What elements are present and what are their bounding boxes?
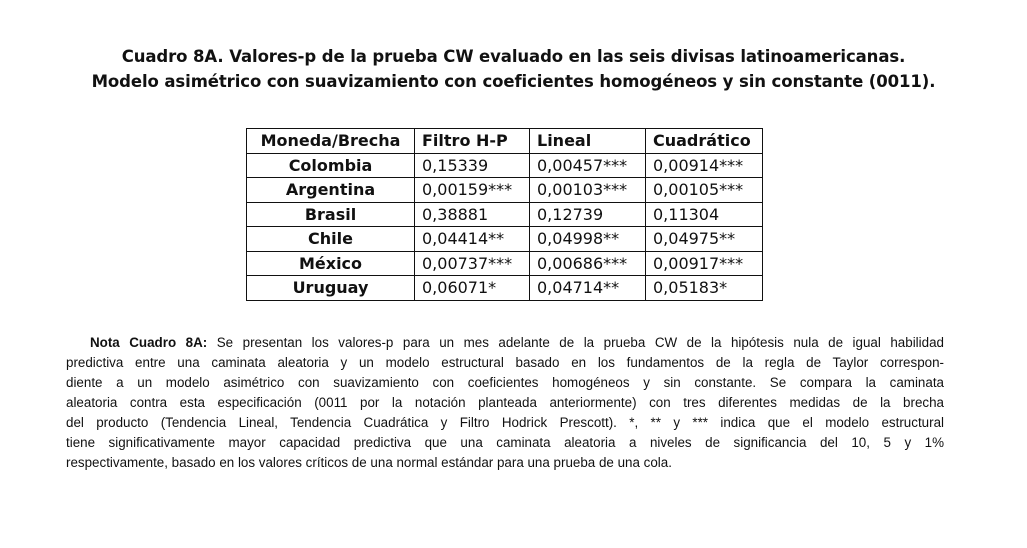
p-value-cell: 0,00686*** xyxy=(530,251,646,276)
row-currency: Argentina xyxy=(247,178,415,203)
p-value-cell: 0,00105*** xyxy=(646,178,763,203)
p-value-cell: 0,00159*** xyxy=(415,178,530,203)
table-header-row xyxy=(247,129,763,154)
p-value-cell: 0,04998** xyxy=(530,227,646,252)
note-line: tiene significativamente mayor capacidad predictiva que una caminata aleatoria a niveles de significancia del 10, 5 y 1% xyxy=(66,435,944,450)
note-line: del producto (Tendencia Lineal, Tendencia Cuadrática y Filtro Hodrick Prescott). *, ** y *** indica que el modelo estructural xyxy=(66,415,944,430)
table-row xyxy=(247,251,763,276)
row-currency: Uruguay xyxy=(247,276,415,301)
note-line: diente a un modelo asimétrico con suavizamiento con coeficientes homogéneos y sin constante. Se compara la caminata xyxy=(66,375,944,390)
table-row xyxy=(247,276,763,301)
table-row xyxy=(247,202,763,227)
p-value-cell: 0,15339 xyxy=(415,153,530,178)
row-currency: México xyxy=(247,251,415,276)
p-value-cell: 0,00737*** xyxy=(415,251,530,276)
p-values-table xyxy=(246,128,763,301)
note-line: Nota Cuadro 8A: Se presentan los valores-p para un mes adelante de la prueba CW de la hipótesis nula de igual habilidad xyxy=(66,333,944,353)
header-moneda: Moneda/Brecha xyxy=(247,129,415,154)
p-value-cell: 0,38881 xyxy=(415,202,530,227)
p-value-cell: 0,05183* xyxy=(646,276,763,301)
p-value-cell: 0,06071* xyxy=(415,276,530,301)
table-title: Cuadro 8A. Valores-p de la prueba CW evaluado en las seis divisas latinoamericanas. xyxy=(121,47,906,66)
row-currency: Colombia xyxy=(247,153,415,178)
header-lineal: Lineal xyxy=(530,129,646,154)
row-currency: Chile xyxy=(247,227,415,252)
p-value-cell: 0,00457*** xyxy=(530,153,646,178)
p-value-cell: 0,00103*** xyxy=(530,178,646,203)
table-row xyxy=(247,227,763,252)
note-line: predictiva entre una caminata aleatoria y un modelo estructural basado en los fundamentos de la regla de Taylor correspon- xyxy=(66,355,944,370)
p-value-cell: 0,04714** xyxy=(530,276,646,301)
table-subtitle: Modelo asimétrico con suavizamiento con coeficientes homogéneos y sin constante (0011). xyxy=(91,72,936,91)
note-line: aleatoria contra esta especificación (0011 por la notación planteada anteriormente) con tres diferentes medidas de la brecha xyxy=(66,395,944,410)
table-row xyxy=(247,153,763,178)
note-line: respectivamente, basado en los valores críticos de una normal estándar para una prueba de una cola. xyxy=(66,455,672,470)
header-filtro-hp: Filtro H-P xyxy=(415,129,530,154)
p-value-cell: 0,11304 xyxy=(646,202,763,227)
table-note xyxy=(66,333,944,473)
header-cuadratico: Cuadrático xyxy=(646,129,763,154)
p-value-cell: 0,00917*** xyxy=(646,251,763,276)
table-row xyxy=(247,178,763,203)
p-value-cell: 0,12739 xyxy=(530,202,646,227)
row-currency: Brasil xyxy=(247,202,415,227)
p-value-cell: 0,04414** xyxy=(415,227,530,252)
p-value-cell: 0,00914*** xyxy=(646,153,763,178)
p-value-cell: 0,04975** xyxy=(646,227,763,252)
note-label: Nota Cuadro 8A: xyxy=(90,335,208,350)
